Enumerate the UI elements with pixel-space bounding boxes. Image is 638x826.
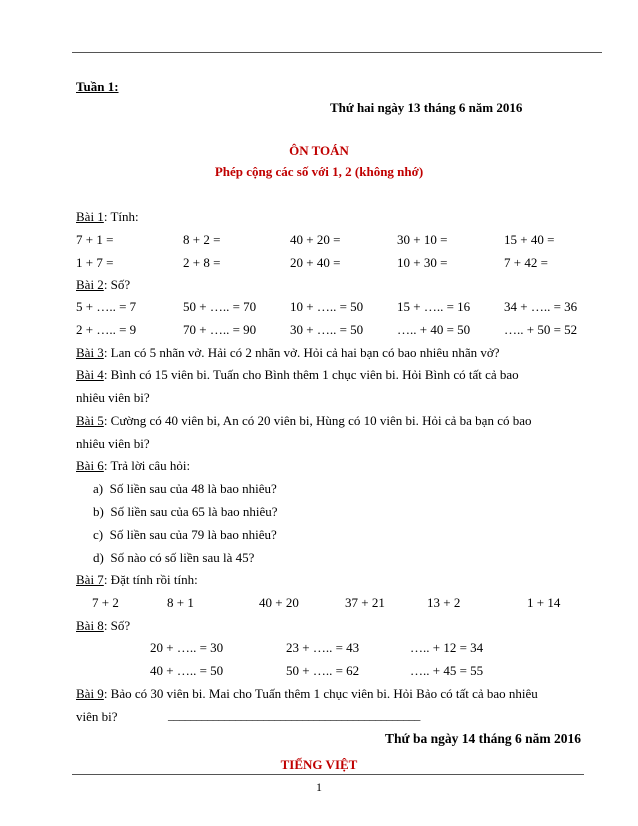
list-marker: d) <box>93 550 104 565</box>
exercise-1-item: 1 + 7 = <box>76 255 114 270</box>
exercise-5-continued: nhiêu viên bi? <box>76 436 150 451</box>
exercise-6-heading <box>76 458 190 474</box>
exercise-2-item: ….. + 50 = 52 <box>504 322 578 337</box>
exercise-2-item: ….. + 40 = 50 <box>397 322 471 337</box>
exercise-6-item <box>93 481 277 497</box>
exercise-8-item: 20 + ….. = 30 <box>150 640 224 655</box>
exercise-2-item: 5 + ….. = 7 <box>76 299 137 314</box>
question-text: Số liền sau của 48 là bao nhiêu? <box>109 481 277 496</box>
page-number: 1 <box>316 780 322 794</box>
header-rule <box>72 52 602 53</box>
question-text: Số nào có số liền sau là 45? <box>110 550 255 565</box>
exercise-3 <box>76 345 500 361</box>
exercise-1-item: 30 + 10 = <box>397 232 448 247</box>
exercise-4-label: Bài 4 <box>76 367 104 382</box>
exercise-1-item: 20 + 40 = <box>290 255 341 270</box>
exercise-1-heading <box>76 209 139 225</box>
exercise-8-text: : Số? <box>103 618 131 633</box>
exercise-6-item <box>93 527 277 543</box>
exercise-2-item: 15 + ….. = 16 <box>397 299 471 314</box>
exercise-7-label: Bài 7 <box>76 572 104 587</box>
exercise-1-item: 2 + 8 = <box>183 255 221 270</box>
exercise-1-item: 7 + 42 = <box>504 255 548 270</box>
exercise-7-item: 37 + 21 <box>345 595 385 610</box>
list-marker: a) <box>93 481 104 496</box>
section-title-vietnamese: TIẾNG VIỆT <box>280 757 358 772</box>
exercise-4-text: : Bình có 15 viên bi. Tuấn cho Bình thêm 1 chục viên bi. Hỏi Bình có tất cả bao <box>103 367 519 382</box>
exercise-1-label: Bài 1 <box>76 209 104 224</box>
exercise-8-item: ….. + 45 = 55 <box>410 663 484 678</box>
exercise-2-label: Bài 2 <box>76 277 104 292</box>
exercise-1-item: 10 + 30 = <box>397 255 448 270</box>
exercise-6-item <box>93 504 278 520</box>
exercise-5-text: : Cường có 40 viên bi, An có 20 viên bi, Hùng có 10 viên bi. Hỏi cả ba bạn có bao <box>103 413 532 428</box>
list-marker: c) <box>93 527 104 542</box>
exercise-5-label: Bài 5 <box>76 413 104 428</box>
exercise-7-item: 13 + 2 <box>427 595 461 610</box>
exercise-1-text: : Tính: <box>103 209 139 224</box>
exercise-2-item: 10 + ….. = 50 <box>290 299 364 314</box>
exercise-4 <box>76 367 519 383</box>
exercise-8-item: 40 + ….. = 50 <box>150 663 224 678</box>
exercise-2-text: : Số? <box>103 277 131 292</box>
exercise-2-item: 70 + ….. = 90 <box>183 322 257 337</box>
exercise-8-item: 50 + ….. = 62 <box>286 663 360 678</box>
exercise-7-text: : Đặt tính rồi tính: <box>103 572 198 587</box>
exercise-9-text: : Bảo có 30 viên bi. Mai cho Tuấn thêm 1 chục viên bi. Hỏi Bảo có tất cả bao nhiêu <box>103 686 538 701</box>
exercise-2-heading <box>76 277 130 293</box>
exercise-8-heading <box>76 618 130 634</box>
exercise-8-label: Bài 8 <box>76 618 104 633</box>
exercise-7-item: 40 + 20 <box>259 595 299 610</box>
section-title-math: ÔN TOÁN <box>289 143 349 158</box>
section-subtitle: Phép cộng các số với 1, 2 (không nhớ) <box>214 164 424 179</box>
question-text: Số liền sau của 79 là bao nhiêu? <box>109 527 277 542</box>
exercise-3-label: Bài 3 <box>76 345 104 360</box>
question-text: Số liền sau của 65 là bao nhiêu? <box>110 504 278 519</box>
exercise-6-item <box>93 550 254 566</box>
exercise-5 <box>76 413 532 429</box>
exercise-1-item: 7 + 1 = <box>76 232 114 247</box>
exercise-7-item: 1 + 14 <box>527 595 561 610</box>
date-monday: Thứ hai ngày 13 tháng 6 năm 2016 <box>330 100 523 115</box>
exercise-8-item: 23 + ….. = 43 <box>286 640 360 655</box>
exercise-7-heading <box>76 572 198 588</box>
week-heading: Tuần 1: <box>76 79 119 94</box>
exercise-9-label: Bài 9 <box>76 686 104 701</box>
exercise-2-item: 2 + ….. = 9 <box>76 322 137 337</box>
date-tuesday: Thứ ba ngày 14 tháng 6 năm 2016 <box>385 731 582 746</box>
footer-rule <box>72 774 584 775</box>
exercise-2-item: 30 + ….. = 50 <box>290 322 364 337</box>
exercise-4-continued: nhiêu viên bi? <box>76 390 150 405</box>
exercise-1-item: 8 + 2 = <box>183 232 221 247</box>
answer-blank-line: _____________________________________________ <box>168 708 421 722</box>
exercise-6-text: : Trả lời câu hỏi: <box>103 458 191 473</box>
exercise-6-label: Bài 6 <box>76 458 104 473</box>
exercise-1-item: 15 + 40 = <box>504 232 555 247</box>
exercise-2-item: 34 + ….. = 36 <box>504 299 578 314</box>
exercise-2-item: 50 + ….. = 70 <box>183 299 257 314</box>
exercise-9-continued: viên bi? <box>76 709 118 724</box>
exercise-3-text: : Lan có 5 nhãn vở. Hải có 2 nhãn vở. Hỏi cả hai bạn có bao nhiêu nhãn vở? <box>103 345 500 360</box>
exercise-1-item: 40 + 20 = <box>290 232 341 247</box>
exercise-9 <box>76 686 538 702</box>
list-marker: b) <box>93 504 104 519</box>
exercise-7-item: 8 + 1 <box>167 595 194 610</box>
exercise-8-item: ….. + 12 = 34 <box>410 640 484 655</box>
exercise-7-item: 7 + 2 <box>92 595 119 610</box>
